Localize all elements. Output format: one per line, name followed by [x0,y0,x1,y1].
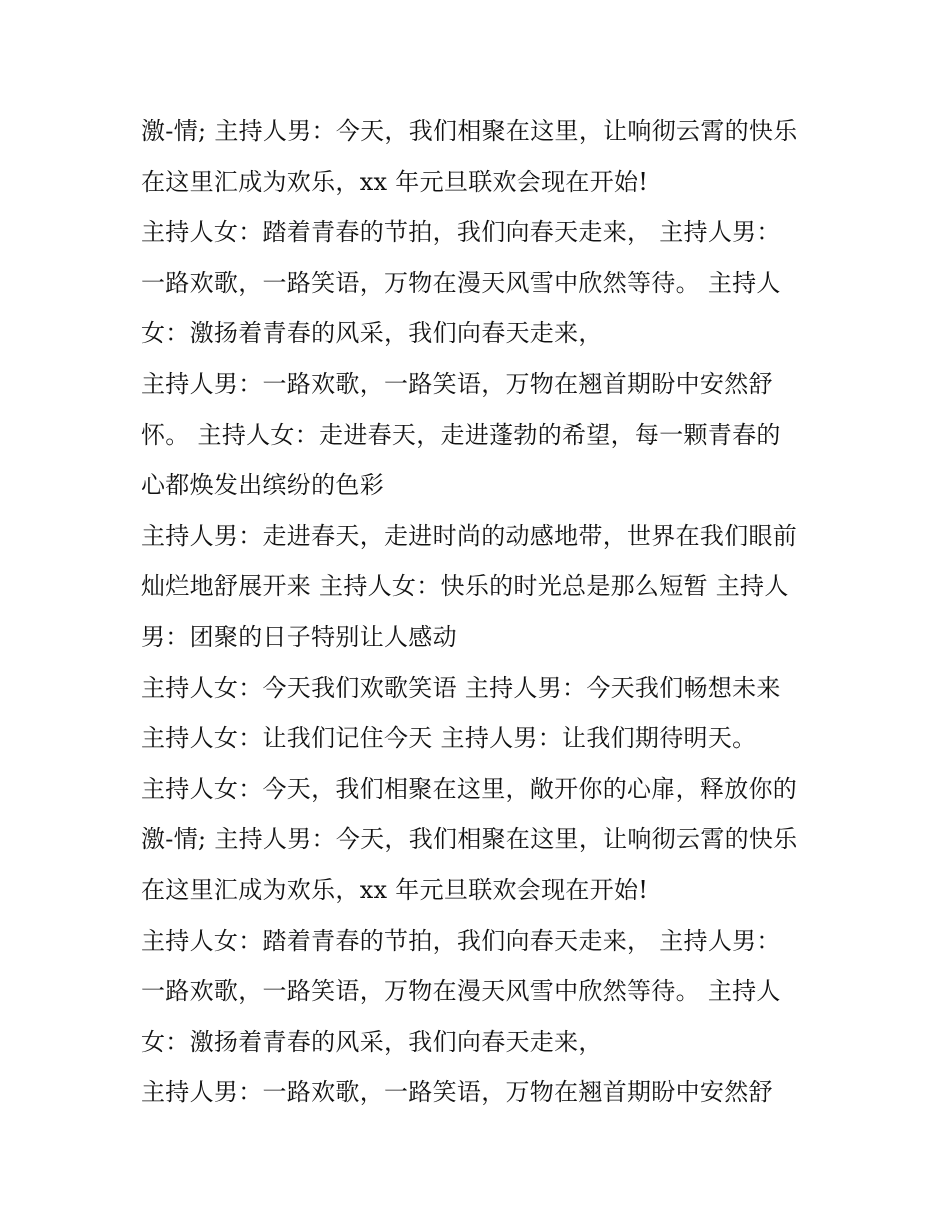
text-line: 主持人女：踏着青春的节拍，我们向春天走来， 主持人男： [141,926,781,955]
text-line: 女：激扬着青春的风采，我们向春天走来， [141,1027,603,1056]
text-line: 主持人女：今天我们欢歌笑语 主持人男：今天我们畅想未来 [141,673,781,702]
text-line: 主持人女：今天，我们相聚在这里，敞开你的心扉，释放你的 [141,774,798,803]
text-line: 主持人男：一路欢歌，一路笑语，万物在翘首期盼中安然舒 [141,1078,773,1107]
text-line: 在这里汇成为欢乐，xx 年元旦联欢会现在开始! [141,875,649,904]
text-line: 心都焕发出缤纷的色彩 [141,471,384,500]
text-line: 激-情; 主持人男：今天，我们相聚在这里，让响彻云霄的快乐 [141,825,798,854]
text-line: 在这里汇成为欢乐，xx 年元旦联欢会现在开始! [141,167,649,196]
text-line: 主持人男：走进春天，走进时尚的动感地带，世界在我们眼前 [141,521,798,550]
text-line: 怀。 主持人女：走进春天，走进蓬勃的希望，每一颗青春的 [141,420,781,449]
text-line: 主持人女：让我们记住今天 主持人男：让我们期待明天。 [141,724,757,753]
document-body [141,106,821,1118]
text-line: 激-情; 主持人男：今天，我们相聚在这里，让响彻云霄的快乐 [141,117,798,145]
text-line: 一路欢歌，一路笑语，万物在漫天风雪中欣然等待。 主持人 [141,268,781,297]
text-line: 一路欢歌，一路笑语，万物在漫天风雪中欣然等待。 主持人 [141,977,781,1006]
text-line: 男：团聚的日子特别让人感动 [141,622,457,651]
text-line: 女：激扬着青春的风采，我们向春天走来， [141,319,603,348]
text-line: 主持人男：一路欢歌，一路笑语，万物在翘首期盼中安然舒 [141,369,773,398]
text-line: 灿烂地舒展开来 主持人女：快乐的时光总是那么短暂 主持人 [141,572,789,601]
text-line: 主持人女：踏着青春的节拍，我们向春天走来， 主持人男： [141,218,781,247]
